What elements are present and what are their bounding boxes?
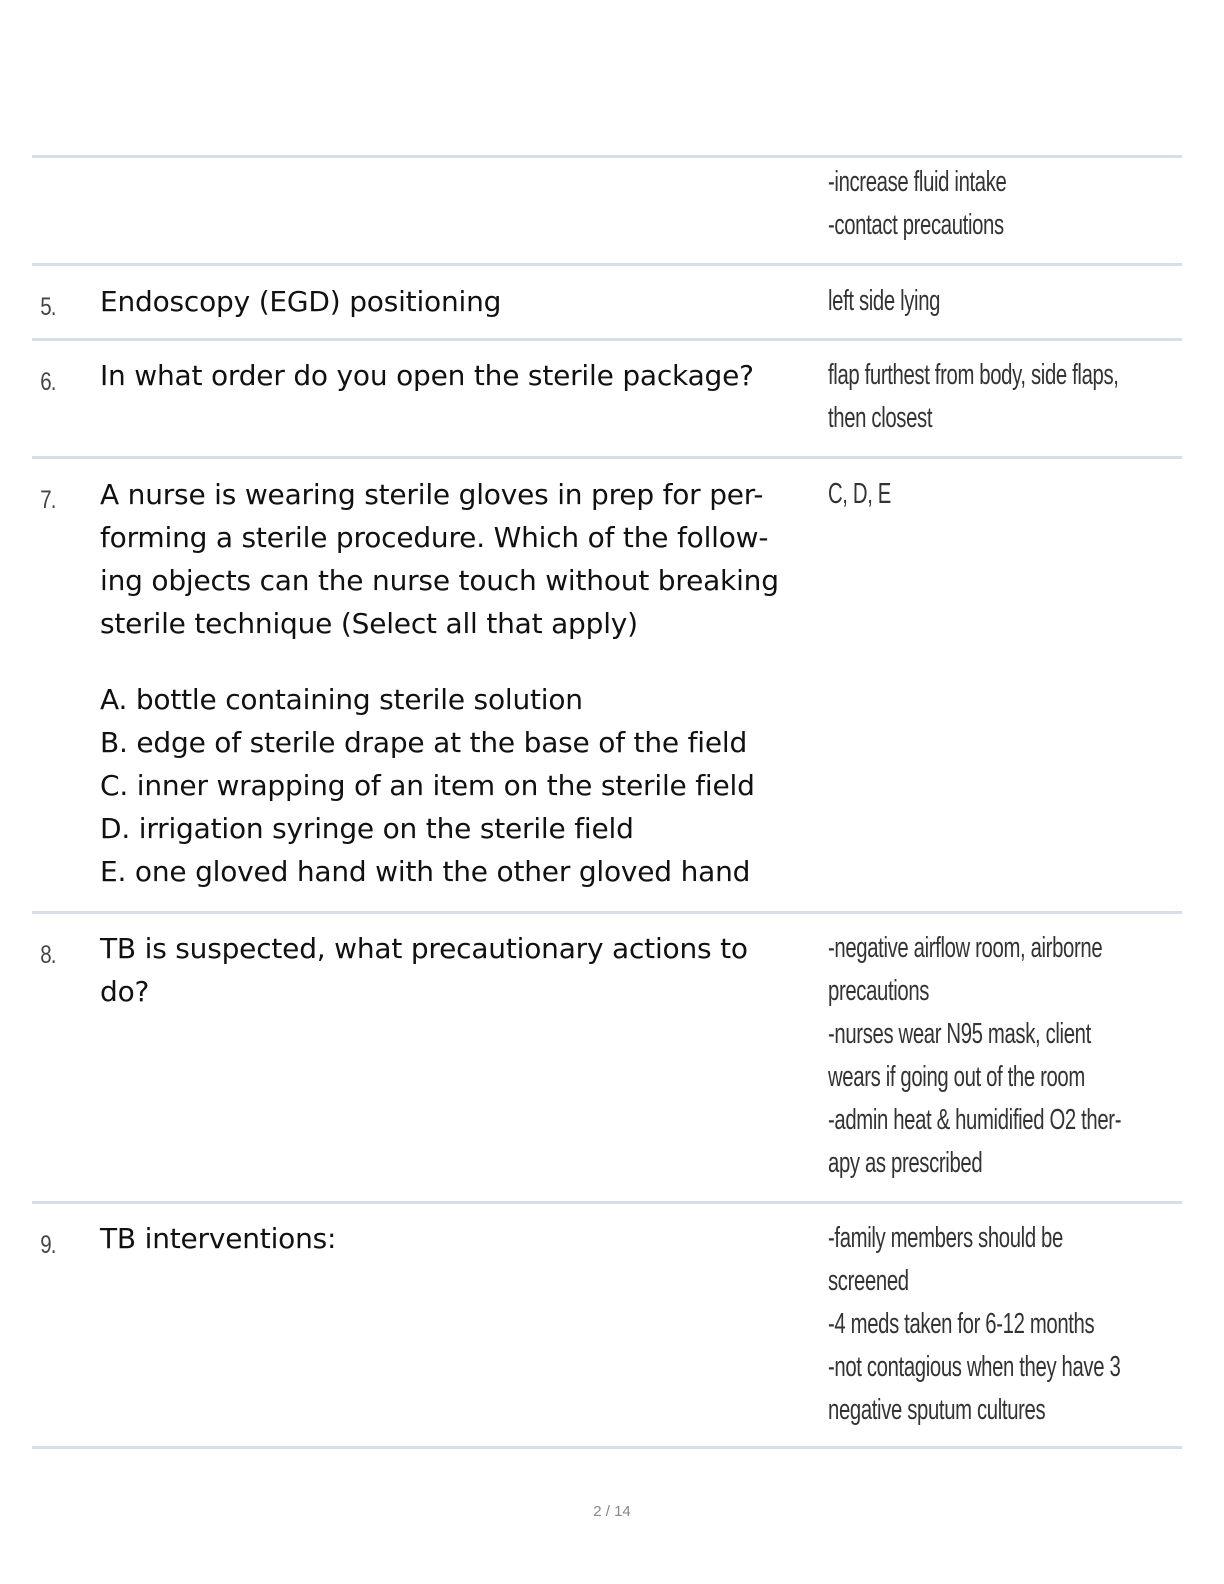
row-number: 5. xyxy=(40,293,56,321)
answer-line: -not contagious when they have 3 xyxy=(828,1351,1121,1383)
question-line: ing objects can the nurse touch without breaking xyxy=(100,564,779,597)
row-number xyxy=(32,158,88,263)
answer-options xyxy=(100,678,828,893)
answer-line: left side lying xyxy=(828,285,941,317)
question-line: A nurse is wearing sterile gloves in prep for per- xyxy=(100,478,764,511)
question-text: Endoscopy (EGD) positioning xyxy=(100,285,502,318)
table-row xyxy=(32,456,1182,911)
answer-line: C, D, E xyxy=(828,478,891,510)
answer-line: screened xyxy=(828,1265,909,1297)
answer-line: -contact precautions xyxy=(828,209,1004,241)
question-text xyxy=(100,459,828,911)
answer-text xyxy=(828,266,1182,338)
option-e: E. one gloved hand with the other gloved hand xyxy=(100,855,751,888)
answer-line: -admin heat & humidified O2 ther- xyxy=(828,1104,1122,1136)
question-text: In what order do you open the sterile package? xyxy=(100,359,754,392)
option-d: D. irrigation syringe on the sterile field xyxy=(100,812,634,845)
answer-line: flap furthest from body, side flaps, xyxy=(828,359,1119,391)
answer-line: -negative airflow room, airborne xyxy=(828,932,1103,964)
option-c: C. inner wrapping of an item on the sterile field xyxy=(100,769,755,802)
answer-text xyxy=(828,1204,1224,1446)
table-row xyxy=(32,911,1182,1201)
question-line: TB is suspected, what precautionary actions to xyxy=(100,932,748,965)
table-row xyxy=(32,155,1182,263)
question-text xyxy=(100,914,828,1201)
question-text: TB interventions: xyxy=(100,1222,337,1255)
answer-text xyxy=(828,158,1182,263)
answer-line: negative sputum cultures xyxy=(828,1394,1046,1426)
row-number: 8. xyxy=(40,941,56,969)
option-b: B. edge of sterile drape at the base of the field xyxy=(100,726,748,759)
row-number: 6. xyxy=(40,368,56,396)
page-indicator: 2 / 14 xyxy=(593,1503,631,1520)
answer-line: -4 meds taken for 6-12 months xyxy=(828,1308,1095,1340)
answer-text xyxy=(828,914,1224,1201)
answer-text xyxy=(828,341,1224,456)
row-number: 7. xyxy=(40,486,56,514)
question-line: do? xyxy=(100,975,150,1008)
table-row xyxy=(32,338,1182,456)
question-text xyxy=(100,158,828,263)
flashcard-table xyxy=(32,155,1182,1449)
question-line: sterile technique (Select all that apply) xyxy=(100,607,638,640)
answer-line: -increase fluid intake xyxy=(828,166,1007,198)
answer-line: -family members should be xyxy=(828,1222,1063,1254)
table-row xyxy=(32,1201,1182,1449)
answer-line: precautions xyxy=(828,975,930,1007)
row-number: 9. xyxy=(40,1231,56,1259)
answer-line: apy as prescribed xyxy=(828,1147,983,1179)
option-a: A. bottle containing sterile solution xyxy=(100,683,583,716)
question-line: forming a sterile procedure. Which of the follow- xyxy=(100,521,769,554)
answer-text xyxy=(828,459,1182,911)
answer-line: then closest xyxy=(828,402,933,434)
answer-line: -nurses wear N95 mask, client xyxy=(828,1018,1091,1050)
answer-line: wears if going out of the room xyxy=(828,1061,1085,1093)
table-row xyxy=(32,263,1182,338)
